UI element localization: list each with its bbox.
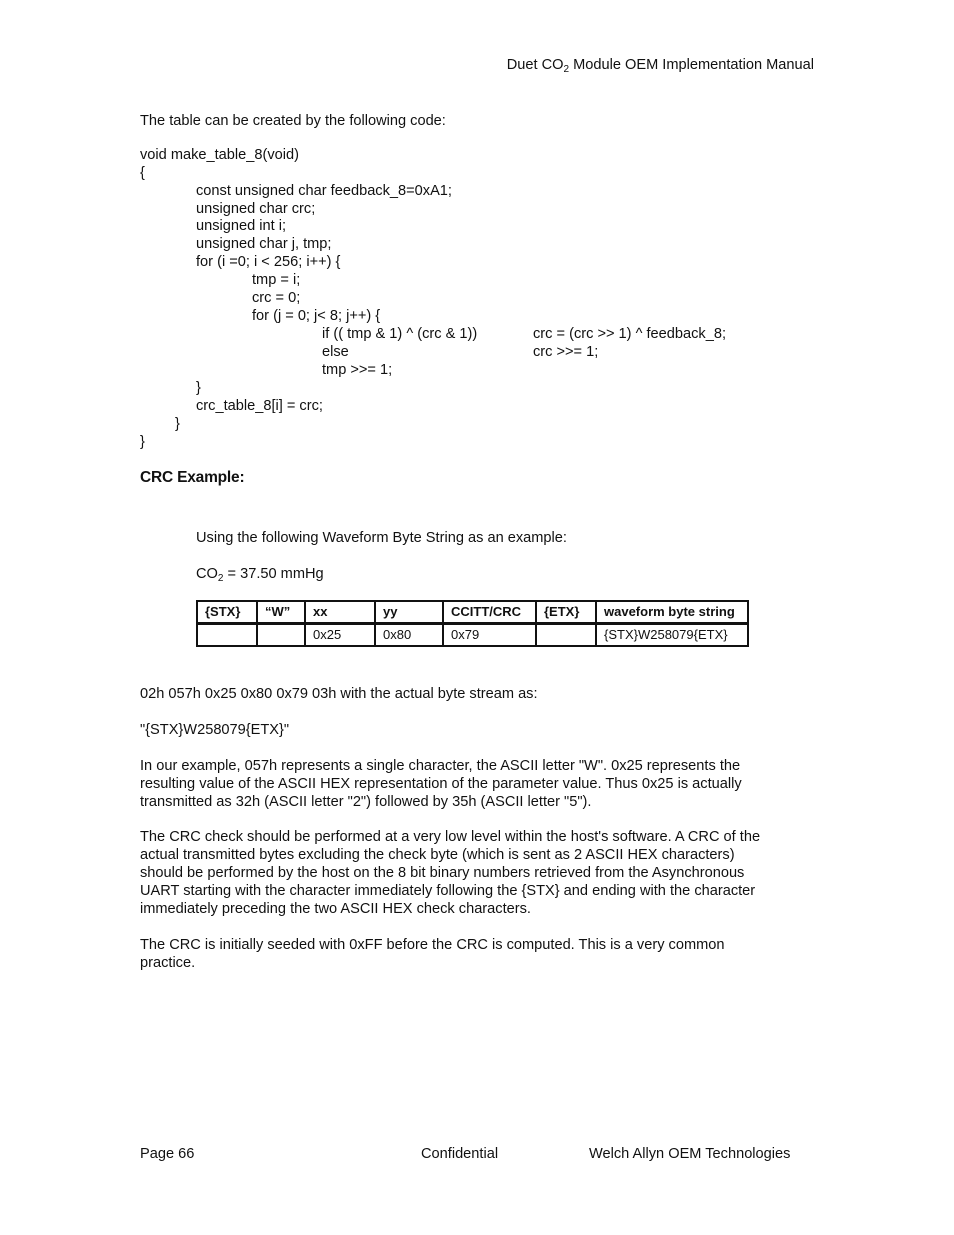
code-line: if (( tmp & 1) ^ (crc & 1))	[322, 326, 478, 342]
paragraph-line: The CRC check should be performed at a very low level within the host's software. A CRC of the	[140, 829, 761, 845]
paragraph-line: transmitted as 32h (ASCII letter "2") followed by 35h (ASCII letter "5").	[140, 794, 592, 810]
code-line: for (j = 0; j< 8; j++) {	[252, 308, 381, 324]
code-line: unsigned int i;	[196, 218, 287, 234]
waveform-table	[196, 600, 749, 647]
byte-sequence-text: 02h 057h 0x25 0x80 0x79 03h with the actual byte stream as:	[140, 686, 538, 702]
code-line: tmp >>= 1;	[322, 362, 393, 378]
paragraph-line: In our example, 057h represents a single character, the ASCII letter "W". 0x25 represents the	[140, 758, 741, 774]
crc-example-heading: CRC Example:	[140, 469, 245, 486]
code-line: void make_table_8(void)	[140, 147, 299, 163]
header-title-suffix: Module OEM Implementation Manual	[569, 57, 814, 73]
code-line: crc = 0;	[252, 290, 301, 306]
table-row	[197, 624, 748, 647]
paragraph-example-explanation	[140, 757, 812, 811]
code-line: for (i =0; i < 256; i++) {	[196, 254, 341, 270]
code-line: {	[140, 165, 145, 181]
paragraph-line: resulting value of the ASCII HEX representation of the parameter value. Thus 0x25 is actually	[140, 776, 742, 792]
table-header-cell: “W”	[257, 601, 305, 624]
table-cell: 0x25	[305, 624, 375, 647]
co2-subscript: 2	[217, 573, 224, 584]
table-header-cell: CCITT/CRC	[443, 601, 536, 624]
code-line: }	[140, 434, 145, 450]
table-header-cell: yy	[375, 601, 443, 624]
code-line: crc >>= 1;	[533, 344, 599, 360]
co2-suffix: = 37.50 mmHg	[223, 566, 324, 582]
code-line: else	[322, 344, 349, 360]
table-cell	[257, 624, 305, 647]
paragraph-line: practice.	[140, 955, 196, 971]
footer-page-number: Page 66	[140, 1146, 195, 1162]
code-line: }	[175, 416, 180, 432]
page-header	[507, 56, 814, 74]
paragraph-crc-check	[140, 828, 812, 918]
table-header-cell: xx	[305, 601, 375, 624]
paragraph-line: immediately preceding the two ASCII HEX check characters.	[140, 901, 531, 917]
paragraph-crc-seed	[140, 936, 812, 972]
table-header-cell: waveform byte string	[596, 601, 748, 624]
table-cell	[536, 624, 596, 647]
table-cell: {STX}W258079{ETX}	[596, 624, 748, 647]
code-line: }	[196, 380, 201, 396]
byte-stream-text: "{STX}W258079{ETX}"	[140, 722, 290, 738]
table-cell: 0x80	[375, 624, 443, 647]
footer-confidential: Confidential	[421, 1146, 499, 1162]
code-line: crc = (crc >> 1) ^ feedback_8;	[533, 326, 727, 342]
using-example-text: Using the following Waveform Byte String as an example:	[196, 530, 567, 546]
code-line: crc_table_8[i] = crc;	[196, 398, 323, 414]
header-title-prefix: Duet CO	[506, 57, 564, 73]
paragraph-line: actual transmitted bytes excluding the check byte (which is sent as 2 ASCII HEX characters)	[140, 847, 735, 863]
code-line: unsigned char crc;	[196, 201, 316, 217]
co2-prefix: CO	[196, 566, 218, 582]
paragraph-line: should be performed by the host on the 8 bit binary numbers retrieved from the Asynchronous	[140, 865, 745, 881]
intro-text: The table can be created by the following code:	[140, 113, 446, 129]
code-line: const unsigned char feedback_8=0xA1;	[196, 183, 452, 199]
table-cell	[197, 624, 257, 647]
co2-value-text	[196, 565, 324, 583]
paragraph-line: UART starting with the character immediately following the {STX} and ending with the character	[140, 883, 756, 899]
table-header-row	[197, 601, 748, 624]
header-title-subscript: 2	[563, 64, 570, 75]
table-header-cell: {ETX}	[536, 601, 596, 624]
footer-company: Welch Allyn OEM Technologies	[589, 1146, 791, 1162]
table-header-cell: {STX}	[197, 601, 257, 624]
code-line: tmp = i;	[252, 272, 301, 288]
paragraph-line: The CRC is initially seeded with 0xFF before the CRC is computed. This is a very common	[140, 937, 725, 953]
table-cell: 0x79	[443, 624, 536, 647]
code-line: unsigned char j, tmp;	[196, 236, 332, 252]
